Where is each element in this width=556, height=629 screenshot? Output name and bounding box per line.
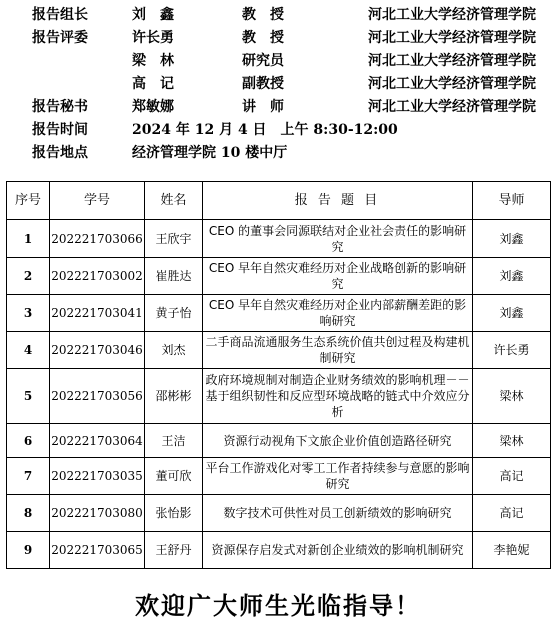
cell-sid: 202221703041 [50,295,145,332]
cell-seq: 7 [7,458,50,495]
table-row [7,424,551,458]
info-label: 报告组长 [32,7,88,23]
cell-seq: 3 [7,295,50,332]
cell-name: 张怡影 [145,495,203,532]
member-org: 河北工业大学经济管理学院 [368,30,536,46]
cell-topic: 资源行动视角下文旅企业价值创造路径研究 [203,424,473,458]
report-table [6,181,551,569]
cell-topic: 数字技术可供性对员工创新绩效的影响研究 [203,495,473,532]
table-row [7,295,551,332]
member-name: 许长勇 [132,30,174,46]
member-org: 河北工业大学经济管理学院 [368,53,536,69]
cell-sid: 202221703056 [50,369,145,424]
cell-topic: CEO 早年自然灾难经历对企业战略创新的影响研究 [203,258,473,295]
cell-topic: CEO 早年自然灾难经历对企业内部薪酬差距的影响研究 [203,295,473,332]
place-label: 报告地点 [32,145,88,161]
cell-advisor: 许长勇 [473,332,551,369]
info-row [0,50,556,73]
cell-seq: 2 [7,258,50,295]
cell-sid: 202221703080 [50,495,145,532]
table-row [7,532,551,569]
cell-name: 刘杰 [145,332,203,369]
cell-name: 邵彬彬 [145,369,203,424]
member-org: 河北工业大学经济管理学院 [368,76,536,92]
cell-advisor: 梁林 [473,369,551,424]
welcome-message: 欢迎广大师生光临指导！ [135,591,421,620]
cell-name: 黄子怡 [145,295,203,332]
table-row [7,220,551,258]
table-row [7,258,551,295]
time-value: 2024 年 12 月 4 日 上午 8:30-12:00 [132,122,398,138]
info-row [0,96,556,119]
cell-seq: 8 [7,495,50,532]
time-label: 报告时间 [32,122,88,138]
cell-sid: 202221703064 [50,424,145,458]
cell-topic: 二手商品流通服务生态系统价值共创过程及构建机制研究 [203,332,473,369]
table-row [7,369,551,424]
info-row [0,4,556,27]
table-header-row [7,182,551,220]
member-name: 刘 鑫 [132,7,174,23]
member-title: 讲 师 [242,99,284,115]
table-row [7,495,551,532]
cell-name: 王洁 [145,424,203,458]
cell-advisor: 刘鑫 [473,220,551,258]
info-row [0,27,556,50]
cell-seq: 6 [7,424,50,458]
cell-sid: 202221703065 [50,532,145,569]
cell-sid: 202221703066 [50,220,145,258]
member-name: 郑敏娜 [132,99,174,115]
cell-name: 崔胜达 [145,258,203,295]
member-name: 梁 林 [132,53,174,69]
cell-sid: 202221703035 [50,458,145,495]
cell-name: 王舒丹 [145,532,203,569]
info-row [0,73,556,96]
cell-seq: 5 [7,369,50,424]
cell-topic: CEO 的董事会同源联结对企业社会责任的影响研究 [203,220,473,258]
cell-seq: 4 [7,332,50,369]
cell-name: 王欣宇 [145,220,203,258]
member-title: 教 授 [242,7,284,23]
cell-advisor: 高记 [473,458,551,495]
cell-advisor: 梁林 [473,424,551,458]
header-topic: 报 告 题 目 [203,182,473,220]
cell-advisor: 刘鑫 [473,295,551,332]
cell-topic: 资源保存启发式对新创企业绩效的影响机制研究 [203,532,473,569]
time-row [0,119,556,142]
cell-advisor: 李艳妮 [473,532,551,569]
place-value: 经济管理学院 10 楼中厅 [132,145,288,161]
cell-advisor: 高记 [473,495,551,532]
member-org: 河北工业大学经济管理学院 [368,7,536,23]
member-org: 河北工业大学经济管理学院 [368,99,536,115]
cell-advisor: 刘鑫 [473,258,551,295]
table-row [7,332,551,369]
cell-sid: 202221703002 [50,258,145,295]
info-label: 报告评委 [32,30,88,46]
cell-sid: 202221703046 [50,332,145,369]
cell-name: 董可欣 [145,458,203,495]
member-name: 高 记 [132,76,174,92]
member-title: 教 授 [242,30,284,46]
header-sid: 学号 [50,182,145,220]
info-label: 报告秘书 [32,99,88,115]
cell-seq: 9 [7,532,50,569]
header-seq: 序号 [7,182,50,220]
cell-topic: 平台工作游戏化对零工工作者持续参与意愿的影响研究 [203,458,473,495]
member-title: 研究员 [242,53,284,69]
header-advisor: 导师 [473,182,551,220]
table-row [7,458,551,495]
cell-seq: 1 [7,220,50,258]
member-title: 副教授 [242,76,284,92]
cell-topic: 政府环境规制对制造企业财务绩效的影响机理－－基于组织韧性和反应型环境战略的链式中介效应分析 [203,369,473,424]
header-name: 姓名 [145,182,203,220]
place-row [0,142,556,165]
